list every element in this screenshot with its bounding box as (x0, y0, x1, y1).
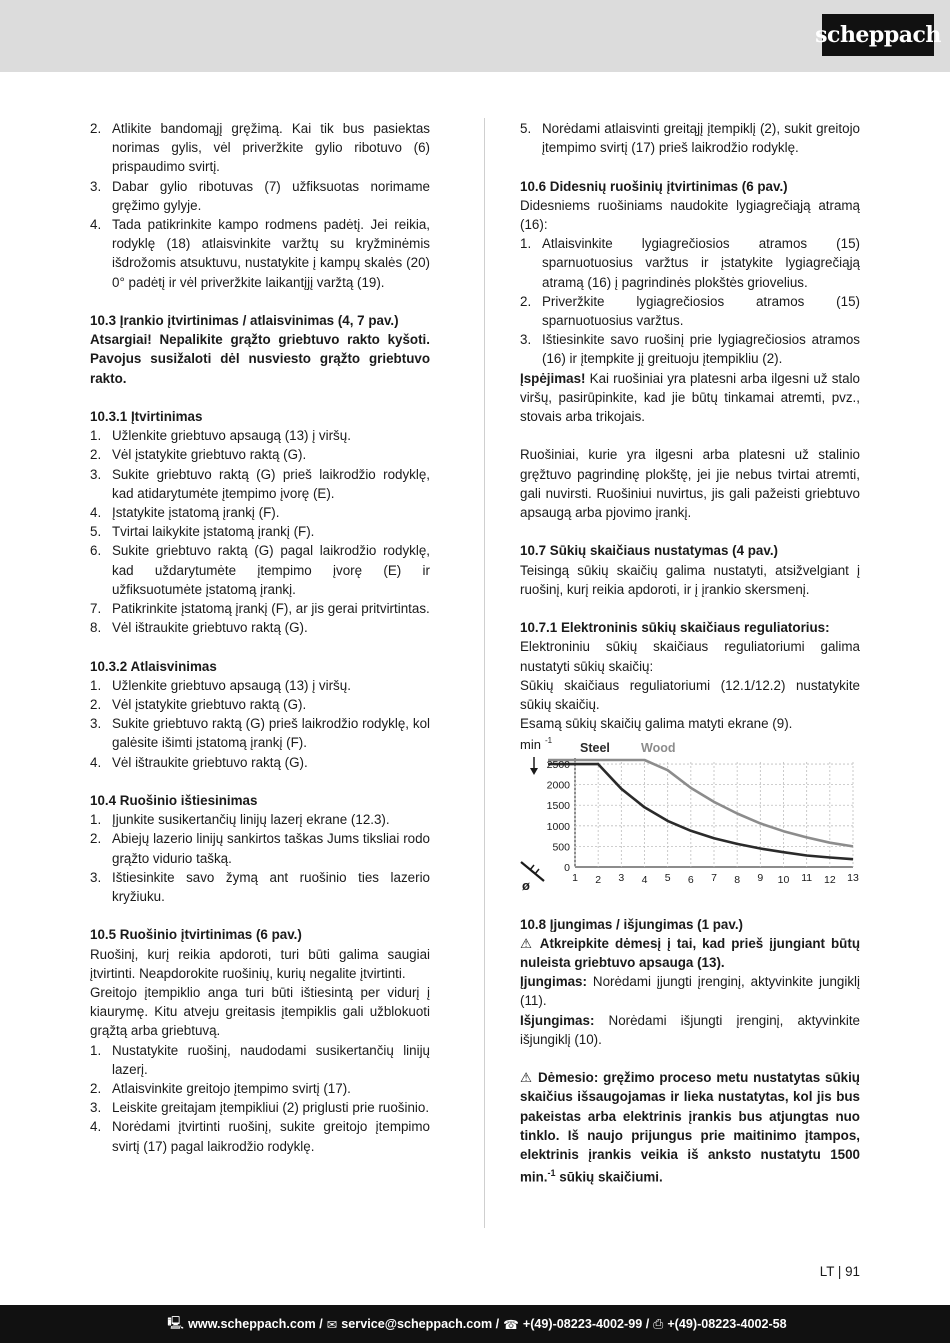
list-c (90, 676, 430, 772)
footer-web[interactable]: www.scheppach.com / (188, 1317, 323, 1331)
x-tick-label: 2 (595, 874, 602, 887)
y-axis-label-sup: -1 (545, 736, 553, 746)
section-10-5-title: 10.5 Ruošinio įtvirtinimas (6 pav.) (90, 927, 302, 943)
scheppach-logo: scheppach (822, 14, 934, 56)
down-arrow-icon (530, 757, 538, 775)
section-10-3-1-title: 10.3.1 Įtvirtinimas (90, 409, 203, 425)
list-item: 1. Užlenkite griebtuvo apsaugą (13) į viršų. (90, 677, 351, 693)
final-warning: ⚠ Dėmesio: gręžimo proceso metu nustatytas sūkių skaičius išsaugojamas ir lieka nustatytas, kol jis bus pakeistas arba elektrinis įrankis bus atjungtas nuo tinklo. Iš naujo prijungus prie maitinimo įtampos, elektrinis įrankis veikia iš anksto nustatytu 1500 min.$^{-1}$ sūkių skaičiumi. (520, 1070, 860, 1185)
list-item: 1. Nustatykite ruošinį, naudodami susikertančių linijų lazerį. (90, 1042, 430, 1077)
on-paragraph: Įjungimas: Norėdami įjungti įrenginį, aktyvinkite jungiklį (11). (520, 974, 860, 1009)
list-b (90, 426, 430, 637)
x-tick-label: 1 (572, 872, 578, 885)
x-tick-label: 6 (687, 874, 694, 887)
on-label: Įjungimas: (520, 974, 587, 990)
list-item: 3. Ištiesinkite savo ruošinį prie lygiagrečiosios atramos (16) ir įtempkite jį greituoju įtempikliu (2). (520, 332, 860, 367)
header-band (0, 0, 950, 72)
list-item: 4. Vėl ištraukite griebtuvo raktą (G). (90, 754, 308, 770)
x-tick-label: 11 (801, 872, 813, 885)
section-10-3-title: 10.3 Įrankio įtvirtinimas / atlaisvinimas (4, 7 pav.) (90, 313, 399, 329)
section-10-6-paragraph-2: Ruošiniai, kurie yra ilgesni arba platesni už stalinio gręžtuvo pagrindinę plokštę, jei jie nebus tvirtai atremti, gali nuvirsti. Ruošiniui nuvirtus, jis gali pažeisti griebtuvo apsaugą arba pjovimo įrankį. (520, 447, 860, 521)
list-item: 2. Abiejų lazerio linijų sankirtos taškas Jums tiksliai rodo grąžto vidurio tašką. (90, 831, 430, 866)
off-paragraph: Išjungimas: Norėdami išjungti įrenginį, aktyvinkite išjungiklį (10). (520, 1012, 860, 1047)
section-10-4-title: 10.4 Ruošinio ištiesinimas (90, 793, 258, 809)
list-item: 2. Vėl įstatykite griebtuvo raktą (G). (90, 697, 307, 713)
list-item: 3. Ištiesinkite savo žymą ant ruošinio ties lazerio kryžiuku. (90, 869, 430, 905)
section-10-5-paragraph-1: Ruošinį, kurį reikia apdoroti, turi būti galima saugiai įtvirtinti. Neapdorokite ruošinių, kurių negalite įtvirtinti. (90, 946, 430, 981)
section-10-6-title: 10.6 Didesnių ruošinių įtvirtinimas (6 pav.) (520, 178, 788, 194)
column-divider (484, 118, 485, 1228)
y-tick-label: 1500 (546, 800, 570, 813)
x-tick-label: 12 (823, 874, 836, 887)
list-item: 2. Atlaisvinkite greitojo įtempimo svirtį (17). (90, 1081, 351, 1097)
footer-bar (0, 1305, 950, 1343)
x-tick-label: 5 (664, 872, 671, 885)
attention-note: ⚠ Atkreipkite dėmesį į tai, kad prieš įjungiant būtų nuleista griebtuvo apsauga (13). (520, 935, 860, 971)
x-tick-label: 7 (711, 872, 717, 885)
y-axis-label: min (520, 737, 541, 753)
x-axis-label: ø (522, 878, 530, 894)
computer-icon: 🖳 (167, 1315, 185, 1330)
list-item: 2. Priveržkite lygiagrečiosios atramos (15) sparnuotuosius varžtus. (520, 293, 860, 329)
y-tick-label: 1000 (546, 821, 570, 834)
list-item: 3. Sukite griebtuvo raktą (G) prieš laikrodžio rodyklę, kol galėsite išimti įstatomą įrankį (F). (90, 716, 430, 751)
section-10-3-2-title: 10.3.2 Atlaisvinimas (90, 658, 217, 674)
list-item: 8. Vėl ištraukite griebtuvo raktą (G). (90, 620, 308, 636)
speed-chart (520, 735, 865, 895)
legend-steel: Steel (580, 741, 610, 756)
list-e (90, 1041, 430, 1156)
left-column (90, 119, 430, 1156)
right-column (520, 119, 860, 1187)
x-tick-label: 10 (777, 874, 790, 887)
list-d (90, 810, 430, 906)
chart-lines (548, 760, 853, 859)
list-item: 4. Norėdami įtvirtinti ruošinį, sukite greitojo įtempimo svirtį (17) pagal laikrodžio rodyklę. (90, 1119, 430, 1154)
chart-grid (575, 758, 853, 867)
warning-paragraph: Įspėjimas! Kai ruošiniai yra platesni arba ilgesni už stalo viršų, pasirūpinkite, kad jie būtų tinkamai atremti, pvz., stovais arba trikojais. (520, 370, 860, 425)
x-tick-label: 3 (618, 872, 625, 885)
warning-label: Įspėjimas! (520, 370, 586, 386)
list-item: 7. Patikrinkite įstatomą įrankį (F), ar jis gerai pritvirtintas. (90, 601, 430, 617)
list-item: 3. Dabar gylio ribotuvas (7) užfiksuotas norimame gręžimo gylyje. (90, 178, 430, 213)
section-10-7-1-paragraph-3: Esamą sūkių skaičių galima matyti ekrane (9). (520, 716, 793, 732)
section-10-8-title: 10.8 Įjungimas / išjungimas (1 pav.) (520, 916, 743, 932)
list-item: 6. Sukite griebtuvo raktą (G) pagal laikrodžio rodyklę, kad uždarytumėte įtempimo įvorę (E) ir užfiksuotumėte įstatomą įrankį. (90, 543, 430, 597)
x-tick-label: 4 (641, 874, 648, 887)
list-item: 3. Leiskite greitajam įtempikliui (2) priglusti prie ruošinio. (90, 1100, 430, 1116)
footer-email[interactable]: service@scheppach.com / (341, 1317, 500, 1331)
series-line-steel (548, 765, 853, 860)
list-item: 1. Užlenkite griebtuvo apsaugą (13) į viršų. (90, 428, 351, 444)
list-item: 1. Įjunkite susikertančių linijų lazerį ekrane (12.3). (90, 812, 390, 828)
section-10-5-paragraph-2: Greitojo įtempiklio anga turi būti ištiesintą per vidurį į kiaurymę. Kitu atveju greitasis įtempiklis gali užblokuoti grąžtą arba griebtuvą. (90, 985, 430, 1039)
footer-fax: +(49)-08223-4002-58 (667, 1317, 787, 1331)
x-tick-label: 8 (734, 874, 741, 887)
list-item: 5. Tvirtai laikykite įstatomą įrankį (F). (90, 524, 315, 540)
fax-icon: ⎙ (653, 1316, 664, 1331)
list-a (90, 119, 430, 292)
section-10-7-1-title: 10.7.1 Elektroninis sūkių skaičiaus reguliatorius: (520, 620, 830, 636)
section-10-6-paragraph-1: Didesniems ruošiniams naudokite lygiagrečiąją atramą (16): (520, 197, 860, 232)
mail-icon: ✉ (326, 1317, 338, 1332)
list-item: 2. Vėl įstatykite griebtuvo raktą (G). (90, 447, 307, 463)
page-number: LT | 91 (819, 1264, 860, 1279)
list-f (520, 119, 860, 157)
list-item: 2. Atlikite bandomąjį gręžimą. Kai tik bus pasiektas norimas gylis, vėl priveržkite gylio ribotuvo (6) prispaudimo svirtį. (90, 121, 430, 175)
x-tick-label: 9 (757, 872, 764, 885)
speed-chart-svg (520, 735, 865, 895)
section-10-7-1-paragraph-1: Elektroniniu sūkių skaičiaus reguliatoriumi galima nustatyti sūkių skaičių: (520, 639, 860, 674)
list-item: 4. Įstatykite įstatomą įrankį (F). (90, 505, 280, 521)
list-item: 4. Tada patikrinkite kampo rodmens padėtį. Jei reikia, rodyklę (18) atlaisvinkite varžtų su kryžminėmis išdrožomis atsuktuvu, nustatykite į kampų skalės (20) 0° padėtį ir vėl priveržkite laikantįjį varžtą (19). (90, 217, 430, 290)
phone-icon: ☎ (503, 1317, 519, 1332)
y-tick-label: 0 (564, 862, 570, 875)
section-10-7-paragraph: Teisingą sūkių skaičių galima nustatyti, atsižvelgiant į ruošinį, kurį reikia apdoroti, ir į įrankio skersmenį. (520, 562, 860, 597)
section-10-3-warning: Atsargiai! Nepalikite grąžto griebtuvo rakto kyšoti. Pavojus susižaloti dėl nusviesto grąžto griebtuvo rakto. (90, 332, 430, 386)
footer-phone: +(49)-08223-4002-99 / (522, 1317, 650, 1331)
section-10-7-1-paragraph-2: Sūkių skaičiaus reguliatoriumi (12.1/12.2) nustatykite sūkių skaičių. (520, 677, 860, 713)
y-tick-label: 2500 (546, 759, 570, 772)
list-item: 3. Sukite griebtuvo raktą (G) prieš laikrodžio rodyklę, kad atidarytumėte įtempimo įvorę (E). (90, 466, 430, 501)
list-item: 1. Atlaisvinkite lygiagrečiosios atramos (15) sparnuotuosius varžtus ir įstatykite lygiagrečiąją atramą (16) į pagrindinės plokštės griovelius. (520, 236, 860, 290)
list-item: 5. Norėdami atlaisvinti greitąjį įtempiklį (2), sukit greitojo įtempimo svirtį (17) prieš laikrodžio rodyklę. (520, 121, 860, 156)
legend-wood: Wood (641, 741, 676, 756)
off-label: Išjungimas: (520, 1012, 595, 1028)
y-tick-label: 500 (552, 841, 570, 854)
section-10-7-title: 10.7 Sūkių skaičiaus nustatymas (4 pav.) (520, 543, 779, 559)
y-tick-label: 2000 (546, 780, 570, 793)
list-g (520, 234, 860, 368)
x-tick-label: 13 (847, 872, 859, 885)
